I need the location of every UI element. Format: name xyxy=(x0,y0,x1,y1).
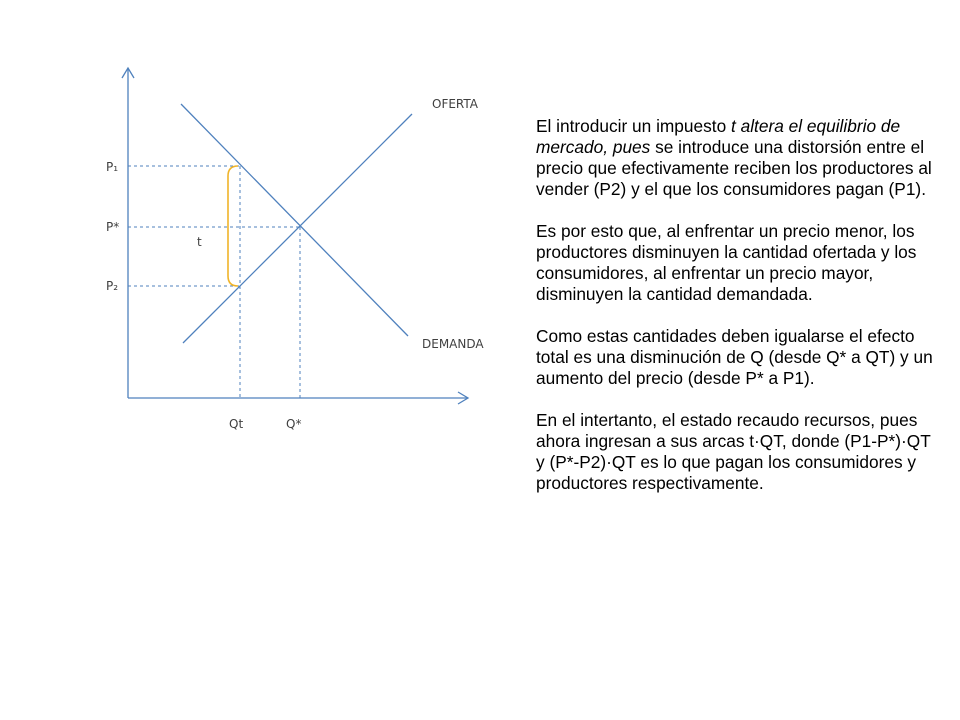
paragraph-quantity-response: Es por esto que, al enfrentar un precio menor, los productores disminuyen la cantidad ofertada y los consumidores, al enfrentar un precio mayor, disminuyen la cantidad demandada. xyxy=(536,221,917,304)
tax-bracket xyxy=(228,166,238,286)
explanation-text xyxy=(536,116,936,515)
paragraph-total-effect: Como estas cantidades deben igualarse el efecto total es una disminución de Q (desde Q* a QT) y un aumento del precio (desde P* a P1). xyxy=(536,326,933,388)
p1-label: P₁ xyxy=(106,160,119,174)
axes xyxy=(122,68,468,404)
demand-label: DEMANDA xyxy=(422,337,484,351)
pstar-label: P* xyxy=(106,220,120,234)
supply-demand-diagram xyxy=(0,0,520,460)
qt-label: Qt xyxy=(229,417,244,431)
supply-curve xyxy=(183,114,412,343)
paragraph-1-end: se introduce una distorsión entre el precio que efectivamente reciben los productores al vender (P2) y el que los consumidores pagan (P1). xyxy=(536,137,932,199)
demand-curve xyxy=(181,104,408,336)
supply-label: OFERTA xyxy=(432,97,479,111)
tax-label: t xyxy=(197,235,202,249)
qstar-label: Q* xyxy=(286,417,302,431)
p2-label: P₂ xyxy=(106,279,119,293)
paragraph-tax-distortion xyxy=(536,116,936,200)
paragraph-tax-revenue: En el intertanto, el estado recaudo recursos, pues ahora ingresan a sus arcas t·QT, donde (P1-P*)·QT y (P*-P2)·QT es lo que pagan los consumidores y productores respectivamente. xyxy=(536,410,931,493)
paragraph-1-start: El introducir un impuesto xyxy=(536,116,731,136)
paragraph-1-emphasis: t altera el equilibrio de mercado, pues xyxy=(536,116,901,157)
